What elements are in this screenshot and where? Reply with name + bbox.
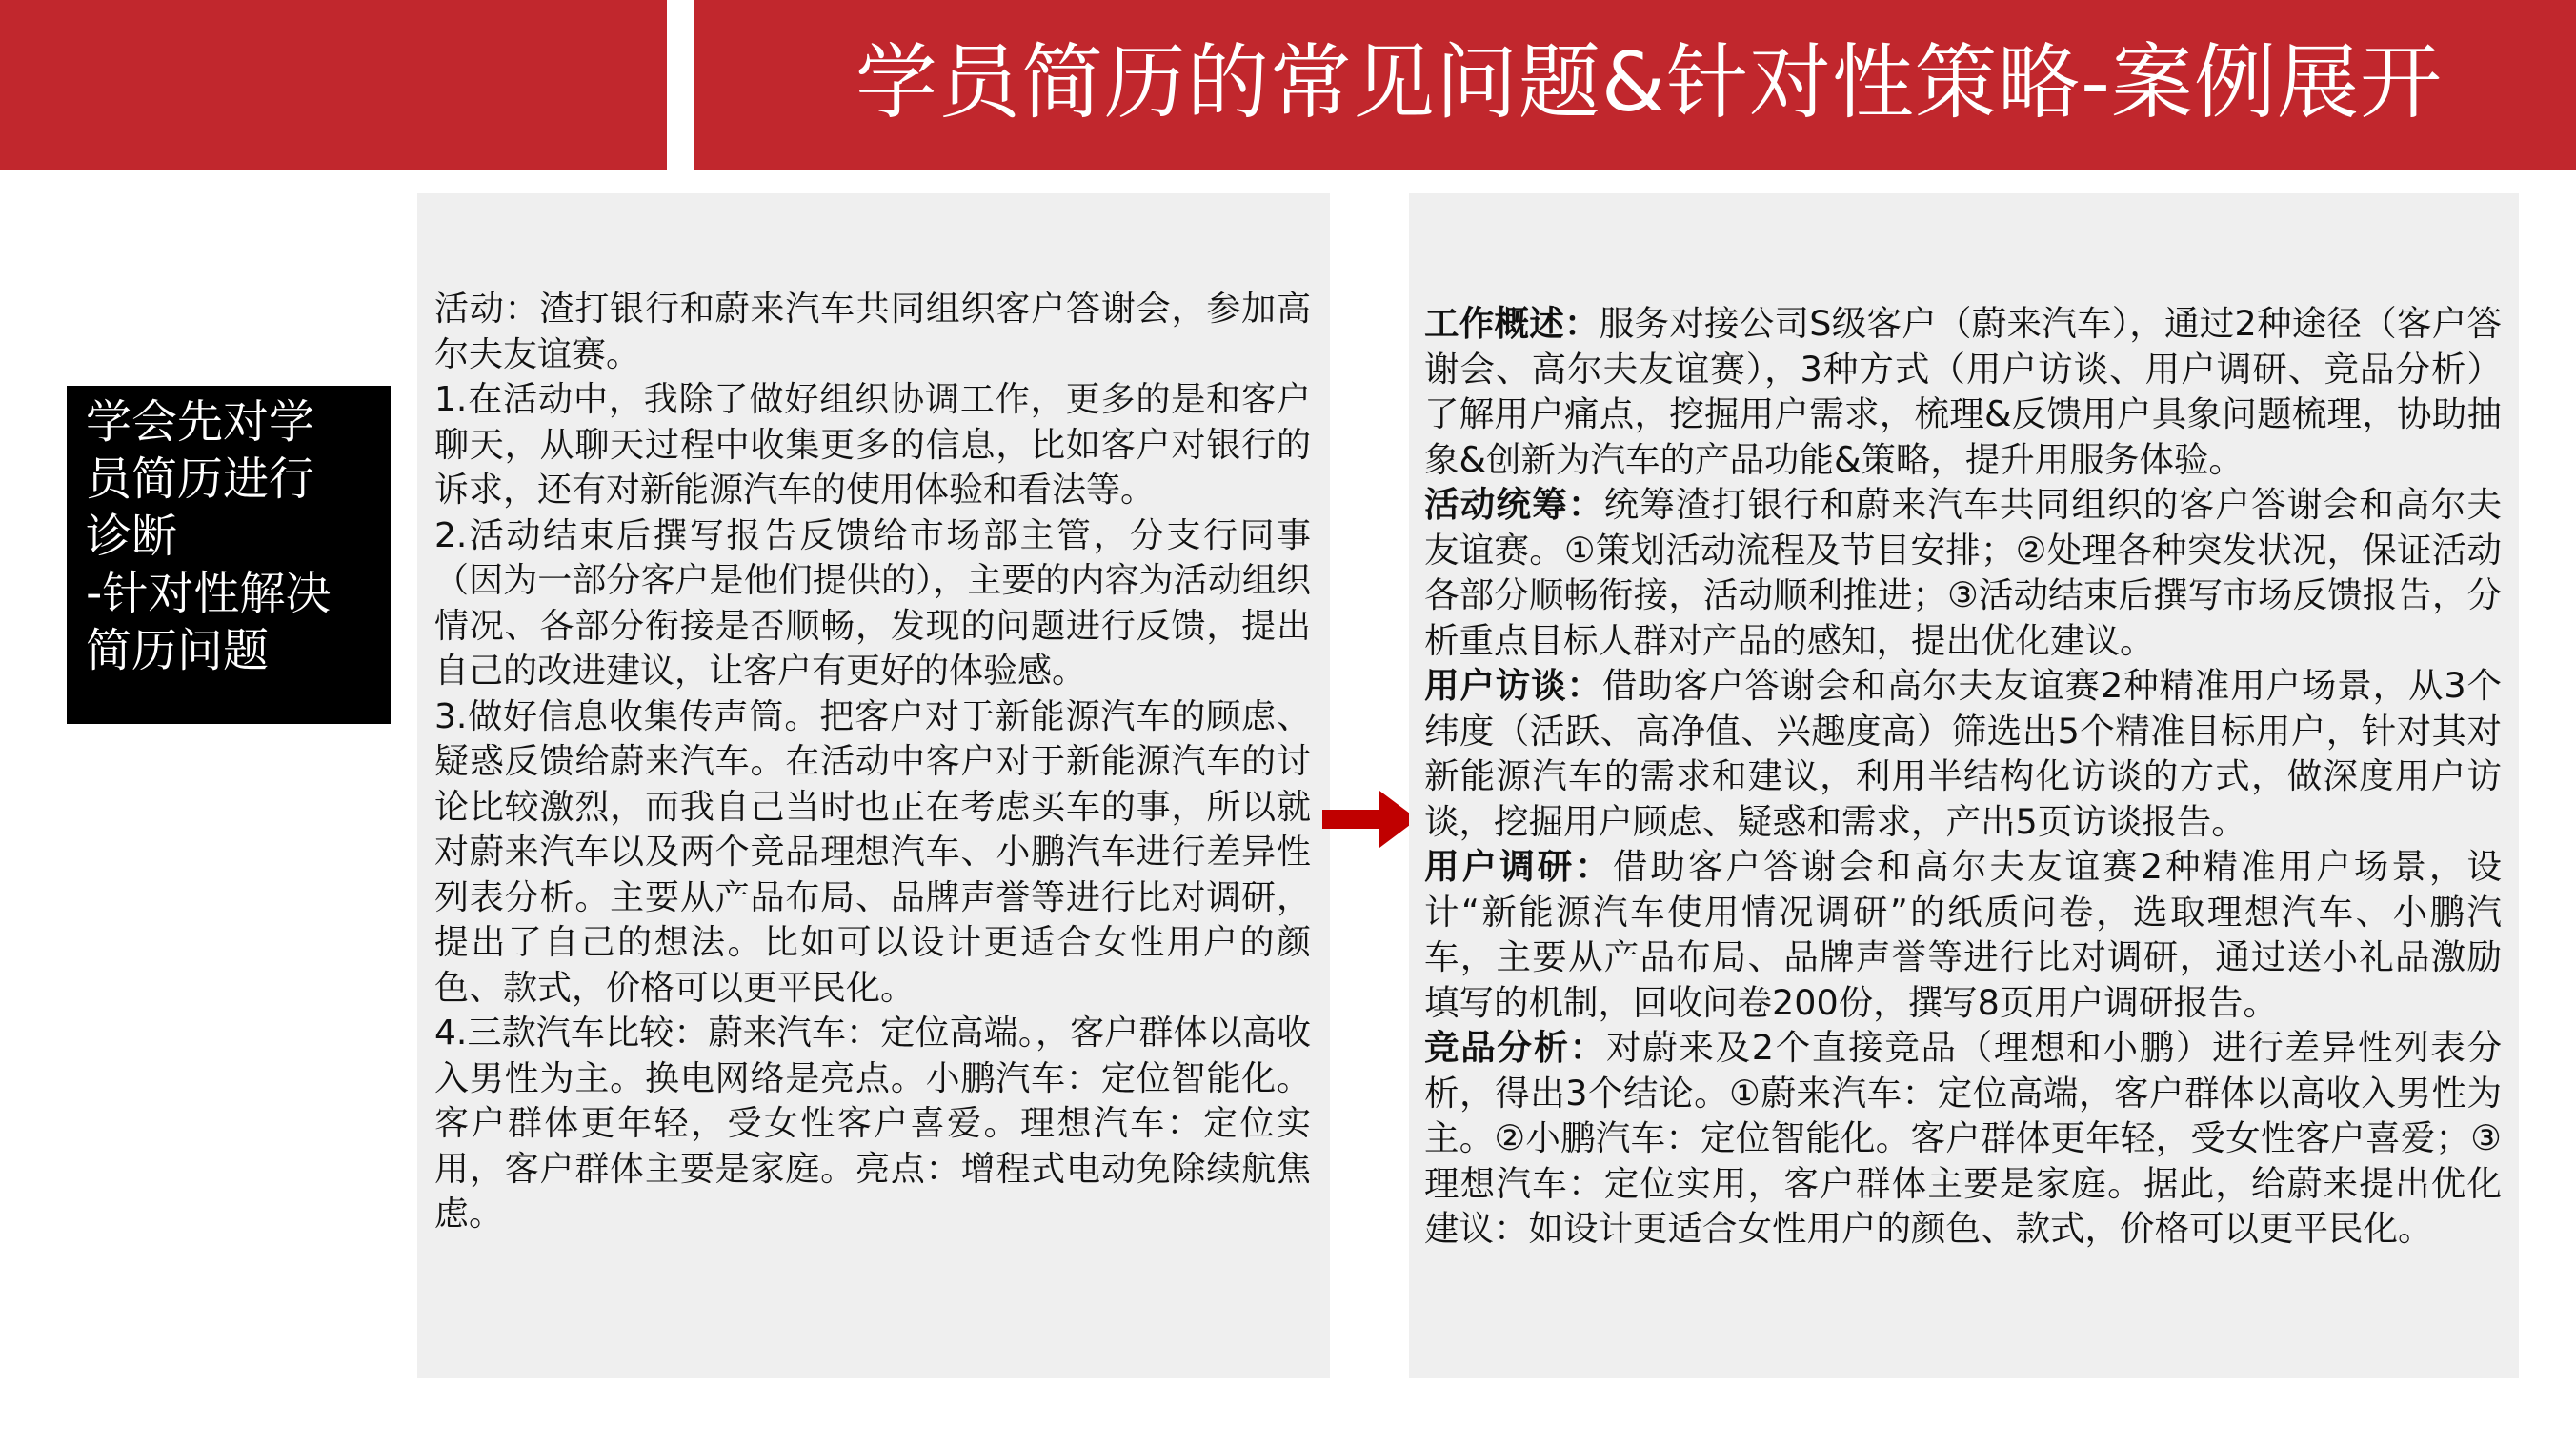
section-text: 借助客户答谢会和高尔夫友谊赛2种精准用户场景，设计“新能源汽车使用情况调研”的纸质问卷，选取理想汽车、小鹏汽车，主要从产品布局、品牌声誉等进行比对调研，通过送小礼品激励填写的机制，回收问卷200份，撰写8页用户调研报告。 [1424, 846, 2503, 1023]
section-text: 借助客户答谢会和高尔夫友谊赛2种精准用户场景，从3个纬度（活跃、高净值、兴趣度高）筛选出5个精准目标用户，针对其对新能源汽车的需求和建议，利用半结构化访谈的方式，做深度用户访谈，挖掘用户顾虑、疑惑和需求，产出5页访谈报告。 [1424, 665, 2502, 842]
tag-line: 学会先对学 [86, 395, 315, 449]
original-resume-panel [417, 193, 1330, 1378]
section-user-interview [1424, 663, 2502, 844]
section-label: 用户访谈： [1424, 665, 1602, 706]
optimized-resume-panel [1409, 193, 2519, 1378]
page-title: 学员简历的常见问题&针对性策略-案例展开 [855, 35, 2443, 131]
section-label: 活动统筹： [1424, 484, 1604, 525]
resume-paragraph: 活动：渣打银行和蔚来汽车共同组织客户答谢会，参加高尔夫友谊赛。 [434, 290, 1311, 374]
section-text: 统筹渣打银行和蔚来汽车共同组织的客户答谢会和高尔夫友谊赛。①策划活动流程及节目安排；②处理各种突发状况，保证活动各部分顺畅衔接，活动顺利推进；③活动结束后撰写市场反馈报告，分析重点目标人群对产品的感知，提出优化建议。 [1424, 484, 2503, 661]
tag-box [67, 386, 391, 724]
section-label: 竞品分析： [1424, 1027, 1606, 1068]
resume-paragraph: 3.做好信息收集传声筒。把客户对于新能源汽车的顾虑、疑惑反馈给蔚来汽车。在活动中客户对于新能源汽车的讨论比较激烈，而我自己当时也正在考虑买车的事，所以就对蔚来汽车以及两个竞品理想汽车、小鹏汽车进行差异性列表分析。主要从产品布局、品牌声誉等进行比对调研，提出了自己的想法。比如可以设计更适合女性用户的颜色、款式，价格可以更平民化。 [434, 696, 1311, 1008]
right-arrow-icon [1322, 791, 1418, 848]
resume-paragraph: 4.三款汽车比较：蔚来汽车：定位高端。，客户群体以高收入男性为主。换电网络是亮点。小鹏汽车：定位智能化。客户群体更年轻，受女性客户喜爱。理想汽车：定位实用，客户群体主要是家庭。亮点：增程式电动免除续航焦虑。 [434, 1014, 1311, 1234]
section-label: 工作概述： [1424, 303, 1600, 344]
section-user-research [1424, 844, 2502, 1025]
section-work-overview [1424, 301, 2502, 482]
resume-paragraph: 1.在活动中，我除了做好组织协调工作，更多的是和客户聊天，从聊天过程中收集更多的信息，比如客户对银行的诉求，还有对新能源汽车的使用体验和看法等。 [434, 380, 1311, 510]
section-competitor-analysis [1424, 1025, 2502, 1252]
tag-line: -针对性解决 [86, 567, 332, 620]
section-label: 用户调研： [1424, 846, 1613, 887]
tag-line: 员简历进行 [86, 452, 315, 506]
tag-line: 诊断 [86, 510, 178, 563]
resume-paragraph: 2.活动结束后撰写报告反馈给市场部主管，分支行同事（因为一部分客户是他们提供的），主要的内容为活动组织情况、各部分衔接是否顺畅，发现的问题进行反馈，提出自己的改进建议，让客户有更好的体验感。 [434, 515, 1311, 691]
header-bar-left [0, 0, 667, 170]
section-text: 服务对接公司S级客户（蔚来汽车），通过2种途径（客户答谢会、高尔夫友谊赛），3种方式（用户访谈、用户调研、竞品分析）了解用户痛点，挖掘用户需求，梳理&反馈用户具象问题梳理，协助抽象&创新为汽车的产品功能&策略，提升用服务体验。 [1424, 303, 2502, 480]
tag-line: 简历问题 [86, 624, 270, 677]
section-event-planning [1424, 482, 2502, 663]
section-text: 对蔚来及2个直接竞品（理想和小鹏）进行差异性列表分析，得出3个结论。①蔚来汽车：定位高端，客户群体以高收入男性为主。②小鹏汽车：定位智能化。客户群体更年轻，受女性客户喜爱；③理想汽车：定位实用，客户群体主要是家庭。据此，给蔚来提出优化建议：如设计更适合女性用户的颜色、款式，价格可以更平民化。 [1424, 1027, 2502, 1249]
